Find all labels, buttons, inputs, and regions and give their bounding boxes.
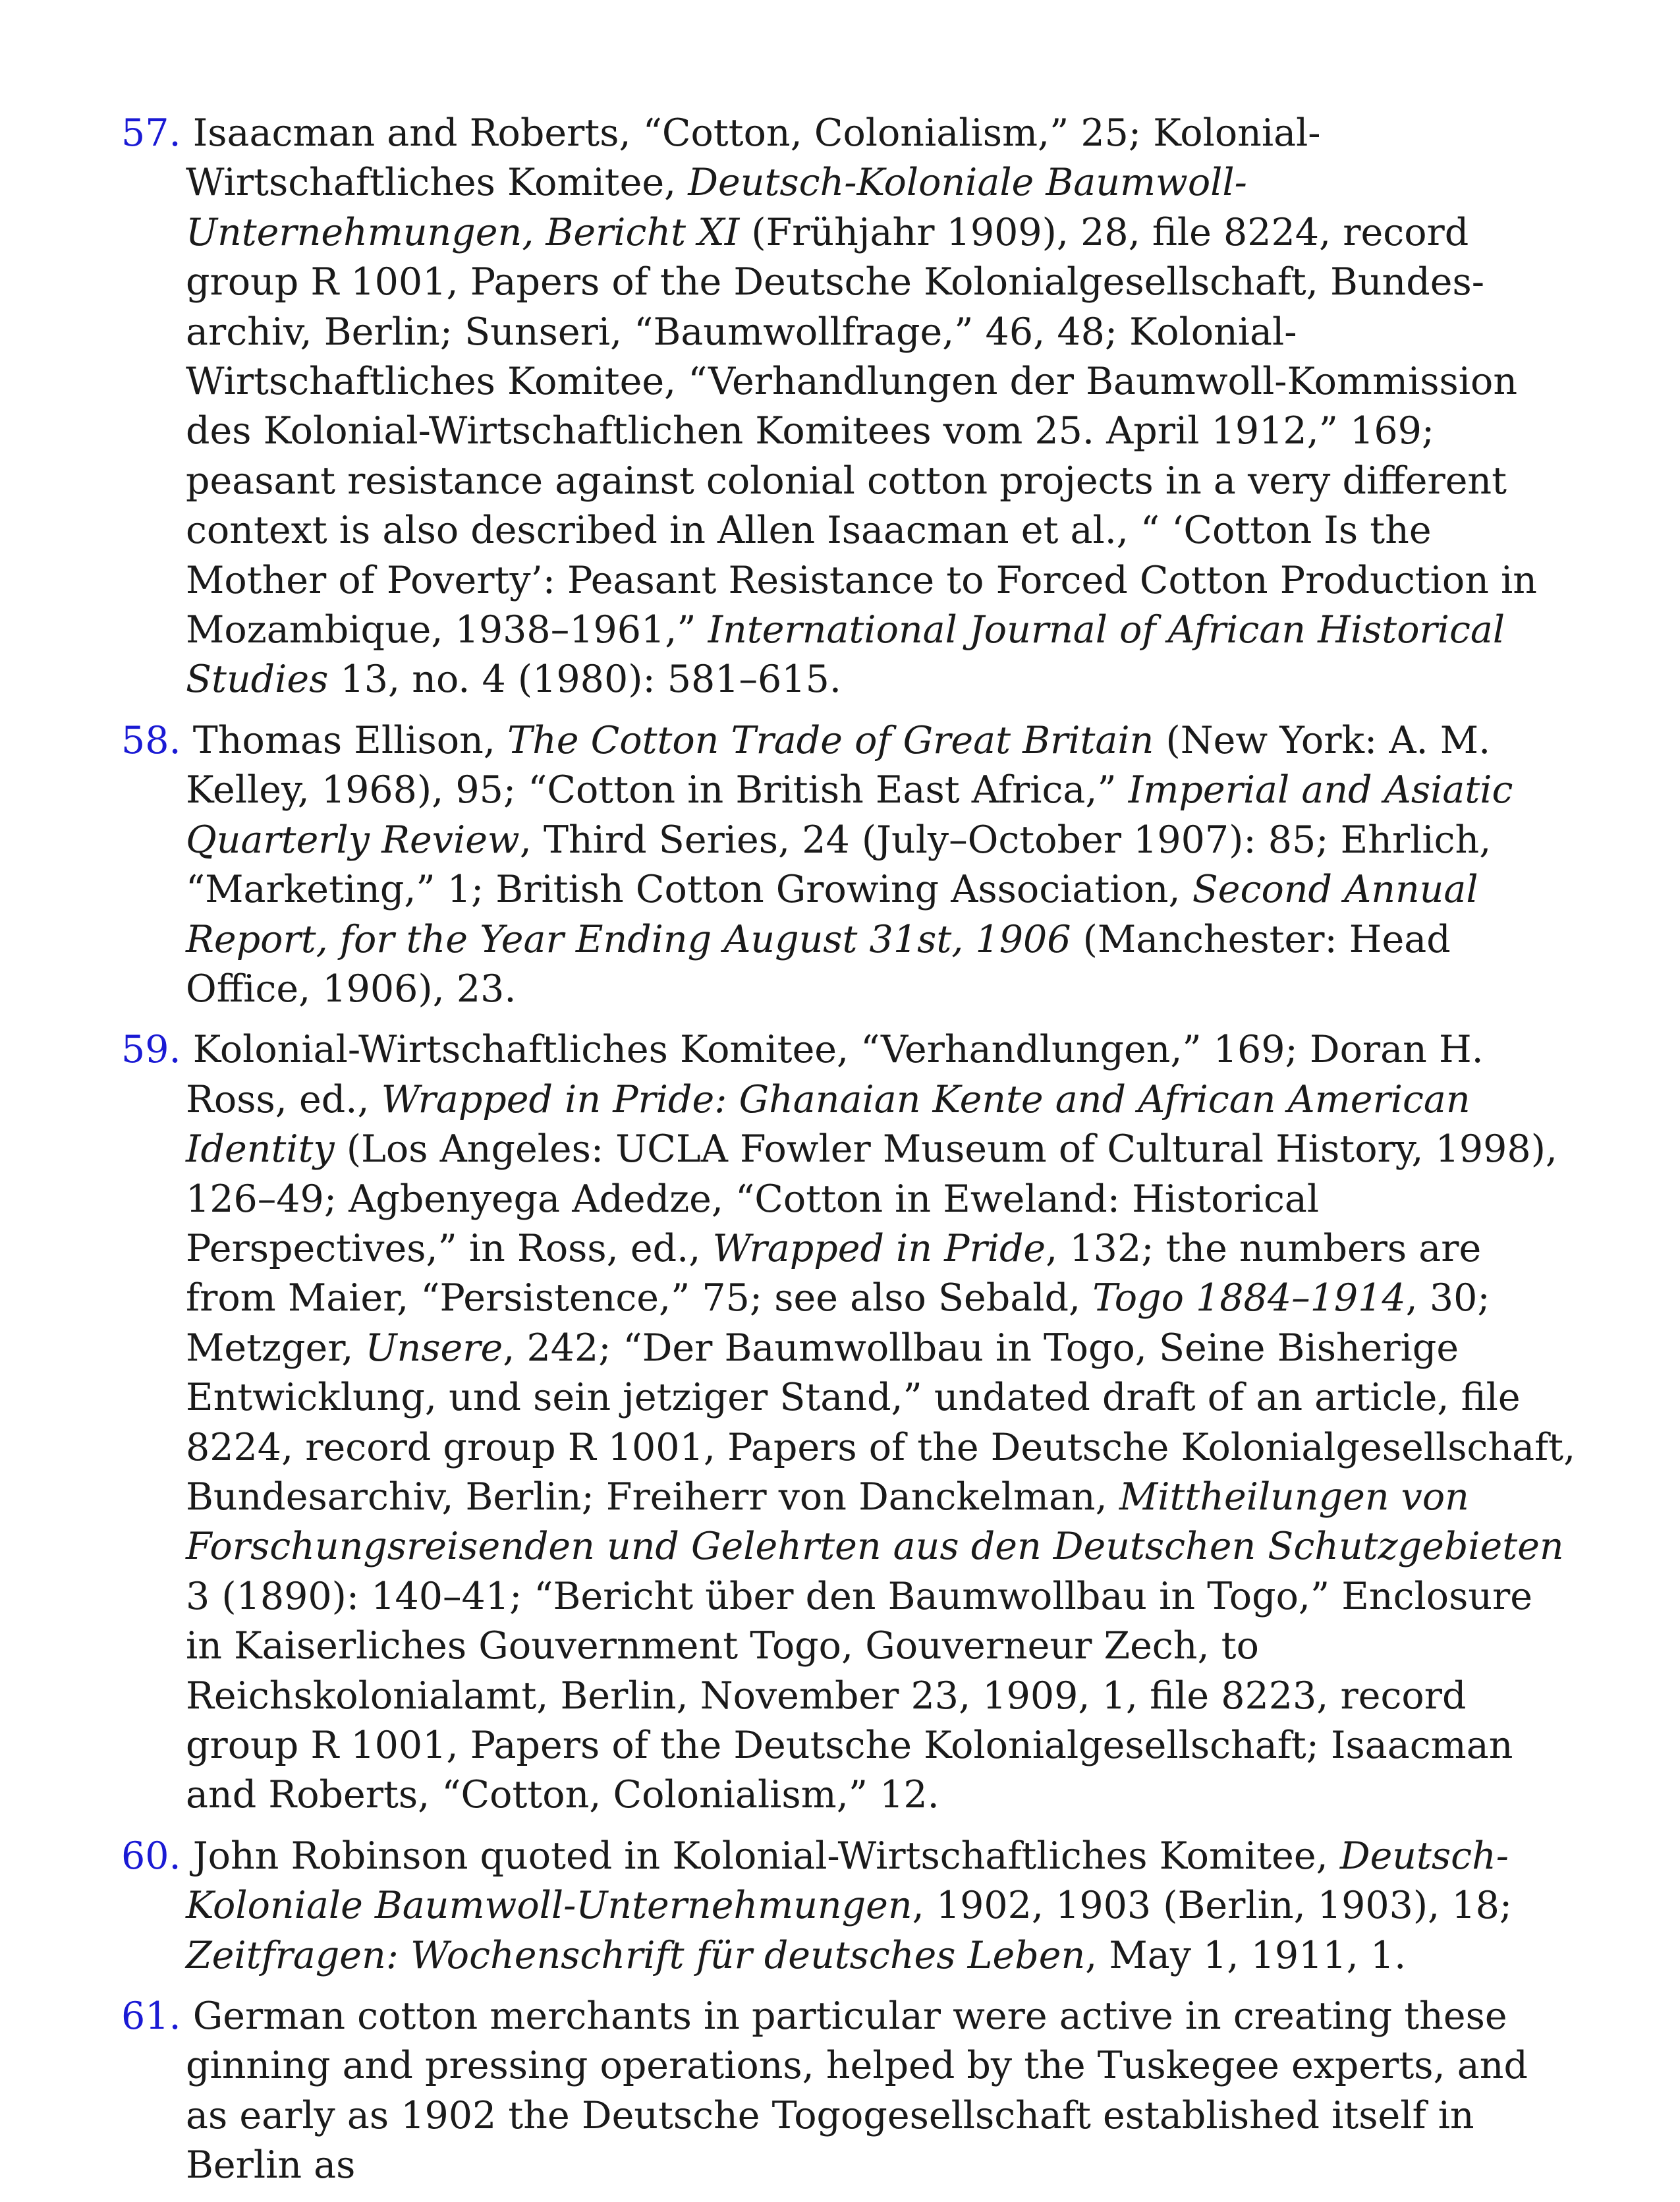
endnote-text: (Manchester: Head Office, 1906), 23. [186,917,1451,1011]
endnotes-page [121,109,1577,2202]
endnote-57 [121,109,1577,705]
endnote-text-italic: Wrapped in Pride: Ghanaian Kente and African American Identity [186,1077,1470,1172]
endnote-text-italic: Wrapped in Pride [712,1226,1046,1270]
endnote-text-italic: Second Annual Report, for the Year Ending August 31st, 1906 [186,868,1478,961]
endnote-text-italic: Togo 1884–1914 [1092,1276,1406,1320]
endnote-text: German cotton merchants in particular were active in creating these ginning and pressing operations, helped by the Tuskegee experts, and as early as 1902 the Deutsche Togogesellschaft established itself in Berlin as [181,1994,1528,2188]
endnote-text-italic: Mittheilungen von Forschungsreisenden und Gelehrten aus den Deutschen Schutzgebieten [186,1475,1564,1569]
endnote-number-link[interactable]: 57. [121,111,181,155]
endnote-text-italic: Deutsch-Koloniale Baumwoll-Unternehmungen [186,1834,1509,1928]
endnote-text-italic: Unsere [365,1326,503,1370]
endnote-58 [121,716,1577,1014]
endnote-text-italic: Imperial and Asiatic Quarterly Review [186,768,1513,862]
endnote-59 [121,1025,1577,1821]
endnote-text: John Robinson quoted in Kolonial-Wirtschaftliches Komitee, [181,1834,1340,1878]
endnote-text: (New York: A. M. Kelley, 1968), 95; “Cotton in British East Africa,” [186,718,1491,812]
endnote-number-link[interactable]: 61. [121,1994,181,2039]
endnote-text-italic: Zeitfragen: Wochenschrift für deutsches Leben [186,1933,1086,1977]
endnote-61 [121,1992,1577,2191]
endnote-text: , 30; Metzger, [186,1276,1490,1370]
endnote-text: , 242; “Der Baumwollbau in Togo, Seine Bisherige Entwicklung, und sein jetziger Stand,” undated draft of an article, file 8224, record group R 1001, Papers of the Deutsche Kolonialgesellschaft, Bundesarchiv, Berlin; Freiherr von Danckelman, [186,1326,1576,1519]
endnote-text-italic: International Journal of African Historical Studies [186,608,1505,702]
endnote-number-link[interactable]: 58. [121,718,181,762]
endnote-text: Thomas Ellison, [181,718,508,762]
endnote-text: , Third Series, 24 (July–October 1907): 85; Ehrlich, “Marketing,” 1; British Cotton Growing Association, [186,818,1492,912]
endnote-text: 3 (1890): 140–41; “Bericht über den Baumwollbau in Togo,” Enclosure in Kaiserliches Gouvernment Togo, Gouverneur Zech, to Reichskolonialamt, Berlin, November 23, 1909, 1, file 8223, record group R 1001, Papers of the Deutsche Kolonialgesellschaft; Isaacman and Roberts, “Cotton, Colonialism,” 12. [186,1574,1533,1817]
endnote-text: 13, no. 4 (1980): 581–615. [328,658,841,702]
endnote-text: (Frühjahr 1909), 28, file 8224, record group R 1001, Papers of the Deutsche Kolonialgesellschaft, Bundes-archiv, Berlin; Sunseri, “Baumwollfrage,” 46, 48; Kolonial-Wirtschaftliches Komitee, “Verhandlungen der Baumwoll-Kommission des Kolonial-Wirtschaftlichen Komitees vom 25. April 1912,” 169; peasant resistance against colonial cotton projects in a very different context is also described in Allen Isaacman et al., “ ‘Cotton Is the Mother of Poverty’: Peasant Resistance to Forced Cotton Production in Mozambique, 1938–1961,” [186,210,1537,652]
endnote-text: (Los Angeles: UCLA Fowler Museum of Cultural History, 1998), 126–49; Agbenyega Adedze, “Cotton in Eweland: Historical Perspectives,” in Ross, ed., [186,1127,1558,1270]
endnote-text: , May 1, 1911, 1. [1085,1933,1407,1977]
endnote-text-italic: The Cotton Trade of Great Britain [507,718,1154,762]
endnote-60 [121,1832,1577,1981]
endnote-number-link[interactable]: 59. [121,1028,181,1072]
endnote-text: Isaacman and Roberts, “Cotton, Colonialism,” 25; Kolonial-Wirtschaftliches Komitee, [181,111,1321,205]
endnote-text-italic: Deutsch-Koloniale Baumwoll-Unternehmungen, Bericht XI [186,161,1247,254]
endnote-number-link[interactable]: 60. [121,1834,181,1878]
endnote-text: , 132; the numbers are from Maier, “Persistence,” 75; see also Sebald, [186,1226,1482,1320]
endnote-text: , 1902, 1903 (Berlin, 1903), 18; [912,1884,1513,1928]
endnote-text: Kolonial-Wirtschaftliches Komitee, “Verhandlungen,” 169; Doran H. Ross, ed., [181,1028,1484,1121]
